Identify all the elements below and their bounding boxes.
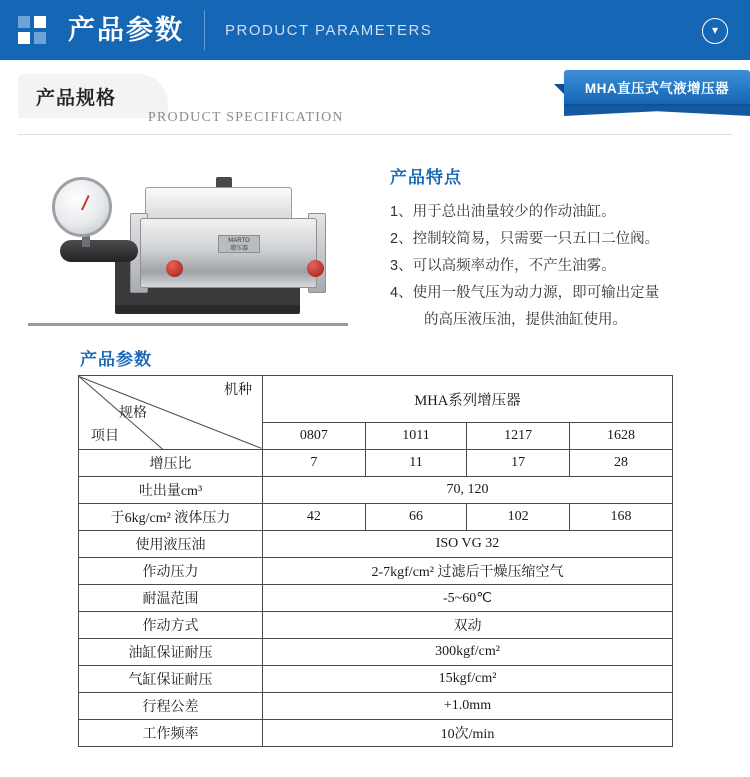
product-photo bbox=[20, 155, 360, 330]
feature-number: 1、 bbox=[390, 204, 413, 220]
row-label: 作动压力 bbox=[79, 558, 263, 585]
table-row bbox=[79, 639, 673, 666]
row-label: 行程公差 bbox=[79, 693, 263, 720]
params-title: 产品参数 bbox=[80, 350, 152, 369]
table-row bbox=[79, 558, 673, 585]
model-cell: 1628 bbox=[570, 423, 673, 450]
product-valve-block bbox=[145, 187, 292, 221]
product-ribbon bbox=[554, 70, 750, 116]
product-nameplate-line1: MARTO bbox=[228, 238, 250, 244]
product-cylinder bbox=[140, 218, 317, 288]
row-value: 42 bbox=[263, 504, 366, 531]
product-features bbox=[390, 163, 735, 333]
row-value: 70, 120 bbox=[263, 477, 673, 504]
series-header-cell: MHA系列增压器 bbox=[263, 376, 673, 423]
spec-tab-label: 产品规格 bbox=[36, 87, 117, 109]
table-row bbox=[79, 376, 673, 423]
feature-number: 4、 bbox=[390, 285, 413, 301]
corner-label-item: 项目 bbox=[91, 429, 119, 444]
feature-text: 用于总出油量较少的作动油缸。 bbox=[412, 204, 616, 220]
row-value: 28 bbox=[570, 450, 673, 477]
model-cell: 1011 bbox=[365, 423, 466, 450]
row-value: 双动 bbox=[263, 612, 673, 639]
model-cell: 1217 bbox=[467, 423, 570, 450]
feature-item bbox=[390, 200, 735, 225]
parameters-table bbox=[78, 375, 673, 747]
table-row bbox=[79, 666, 673, 693]
page-header bbox=[0, 0, 750, 60]
row-value: 300kgf/cm² bbox=[263, 639, 673, 666]
row-label: 油缸保证耐压 bbox=[79, 639, 263, 666]
feature-text: 控制较简易，只需要一只五口二位阀。 bbox=[412, 231, 660, 247]
spec-tab bbox=[18, 74, 168, 118]
product-nameplate-line2: 增压器 bbox=[229, 246, 248, 252]
row-label: 于6kg/cm² 液体压力 bbox=[79, 504, 263, 531]
table-row bbox=[79, 612, 673, 639]
row-value: 17 bbox=[467, 450, 570, 477]
pressure-gauge-icon bbox=[52, 177, 112, 237]
row-value: 10次/min bbox=[263, 720, 673, 747]
table-row bbox=[79, 693, 673, 720]
ribbon-label: MHA直压式气液增压器 bbox=[584, 81, 730, 96]
row-value: 15kgf/cm² bbox=[263, 666, 673, 693]
row-value: 7 bbox=[263, 450, 366, 477]
page-title-cn: 产品参数 bbox=[68, 10, 205, 50]
chevron-down-circle-icon[interactable]: ▾ bbox=[702, 18, 728, 44]
ribbon-skirt bbox=[564, 104, 750, 116]
ribbon-body bbox=[564, 70, 750, 104]
row-value: -5~60℃ bbox=[263, 585, 673, 612]
corner-label-spec: 规格 bbox=[119, 406, 147, 421]
table-corner-header bbox=[79, 376, 263, 450]
feature-text: 使用一般气压为动力源，即可输出定量 bbox=[412, 285, 660, 301]
feature-number: 3、 bbox=[390, 258, 413, 274]
product-output-rod bbox=[60, 240, 138, 262]
spec-subtitle-en: PRODUCT SPECIFICATION bbox=[148, 110, 344, 125]
model-cell: 0807 bbox=[263, 423, 366, 450]
corner-label-machine: 机种 bbox=[224, 383, 252, 398]
spec-divider bbox=[18, 134, 732, 135]
table-row bbox=[79, 531, 673, 558]
row-value: 2-7kgf/cm² 过滤后干燥压缩空气 bbox=[263, 558, 673, 585]
table-row bbox=[79, 585, 673, 612]
product-nameplate bbox=[218, 235, 260, 253]
row-label: 气缸保证耐压 bbox=[79, 666, 263, 693]
feature-text-continued: 的高压液压油，提供油缸使用。 bbox=[424, 312, 627, 328]
row-value: 11 bbox=[365, 450, 466, 477]
product-red-port-right bbox=[307, 260, 324, 277]
row-value: 168 bbox=[570, 504, 673, 531]
row-label: 增压比 bbox=[79, 450, 263, 477]
table-row bbox=[79, 450, 673, 477]
row-value: 66 bbox=[365, 504, 466, 531]
table-row bbox=[79, 504, 673, 531]
product-shadow bbox=[28, 323, 348, 326]
table-row bbox=[79, 720, 673, 747]
row-label: 工作频率 bbox=[79, 720, 263, 747]
feature-item bbox=[390, 254, 735, 279]
feature-item bbox=[390, 281, 735, 306]
features-title: 产品特点 bbox=[390, 168, 462, 187]
page-title-en: PRODUCT PARAMETERS bbox=[225, 21, 433, 39]
row-label: 耐温范围 bbox=[79, 585, 263, 612]
product-base-foot bbox=[115, 305, 300, 314]
row-label: 使用液压油 bbox=[79, 531, 263, 558]
table-row bbox=[79, 477, 673, 504]
feature-number: 2、 bbox=[390, 231, 413, 247]
row-value: +1.0mm bbox=[263, 693, 673, 720]
row-value: 102 bbox=[467, 504, 570, 531]
grid-icon bbox=[18, 16, 46, 44]
row-label: 作动方式 bbox=[79, 612, 263, 639]
row-label: 吐出量cm³ bbox=[79, 477, 263, 504]
ribbon-fold-icon bbox=[554, 84, 564, 104]
row-value: ISO VG 32 bbox=[263, 531, 673, 558]
feature-text: 可以高频率动作，不产生油雾。 bbox=[412, 258, 616, 274]
product-red-port-left bbox=[166, 260, 183, 277]
feature-item bbox=[390, 227, 735, 252]
